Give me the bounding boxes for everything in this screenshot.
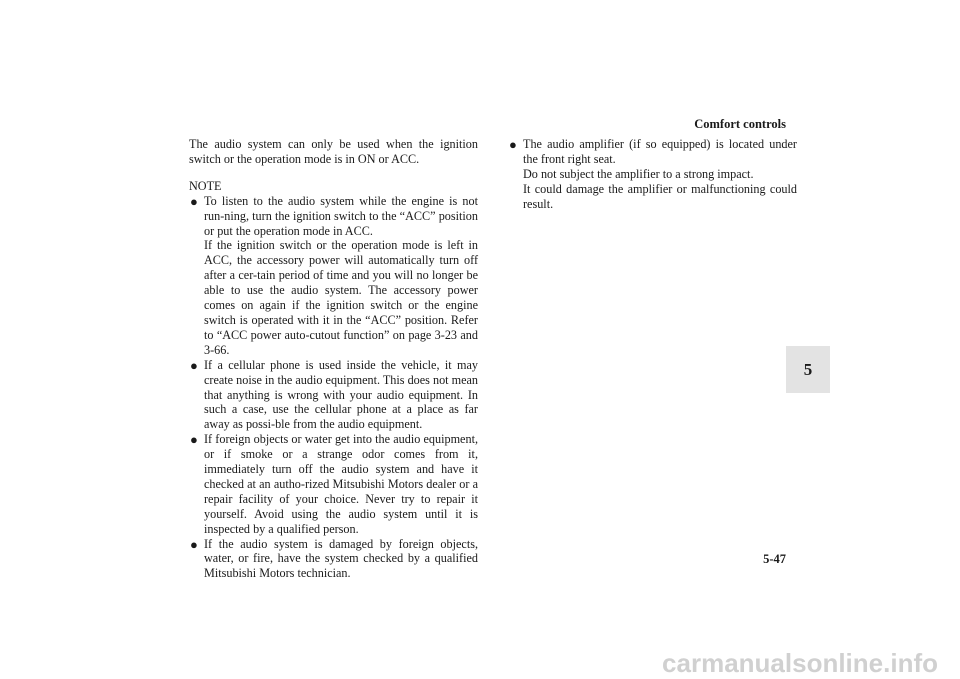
note-text: If the ignition switch or the operation mode is left in ACC, the accessory power will automatically turn off after a cer-tain period of time and you will no longer be able to use the audio system. The accessory power comes on again if the ignition switch or the engine switch is operated with it in the “ACC” position. Refer to “ACC power auto-cutout function” on page 3-23 and 3-66.	[204, 238, 478, 357]
note-bullet	[189, 432, 478, 536]
bullet-icon: ●	[509, 137, 517, 152]
bullet-icon: ●	[190, 536, 198, 552]
right-column	[508, 137, 797, 212]
note-text: If a cellular phone is used inside the vehicle, it may create noise in the audio equipment. This does not mean that anything is wrong with your audio equipment. In such a case, use the cellular phone at a place as far away as possi-ble from the audio equipment.	[204, 357, 478, 432]
bullet-icon: ●	[190, 357, 198, 373]
watermark: carmanualsonline.info	[662, 647, 938, 678]
note-text: It could damage the amplifier or malfunctioning could result.	[523, 181, 797, 211]
section-tab: 5	[786, 346, 830, 393]
note-bullet	[508, 137, 797, 212]
note-text: To listen to the audio system while the engine is not run-ning, turn the ignition switch to the “ACC” position or put the operation mode in ACC.	[204, 193, 478, 238]
page-number: 5-47	[763, 552, 786, 566]
bullet-icon: ●	[190, 193, 198, 209]
note-bullet	[189, 194, 478, 358]
note-text: Do not subject the amplifier to a strong impact.	[523, 166, 754, 181]
intro-paragraph: The audio system can only be used when the ignition switch or the operation mode is in ON or ACC.	[189, 137, 478, 166]
note-text: If foreign objects or water get into the audio equipment, or if smoke or a strange odor comes from it, immediately turn off the audio system and have it checked at an autho-rized Mitsubishi Motors dealer or a repair facility of your choice. Never try to repair it yourself. Avoid using the audio system until it is inspected by a qualified person.	[204, 432, 478, 536]
note-bullet	[189, 537, 478, 582]
section-title: Comfort controls	[694, 117, 786, 131]
note-label: NOTE	[189, 178, 222, 193]
note-text: The audio amplifier (if so equipped) is located under the front right seat.	[523, 137, 797, 166]
note-bullet	[189, 358, 478, 433]
left-column	[189, 137, 478, 581]
note-text: If the audio system is damaged by foreign objects, water, or fire, have the system checked by a qualified Mitsubishi Motors technician.	[204, 536, 478, 581]
bullet-icon: ●	[190, 432, 198, 448]
